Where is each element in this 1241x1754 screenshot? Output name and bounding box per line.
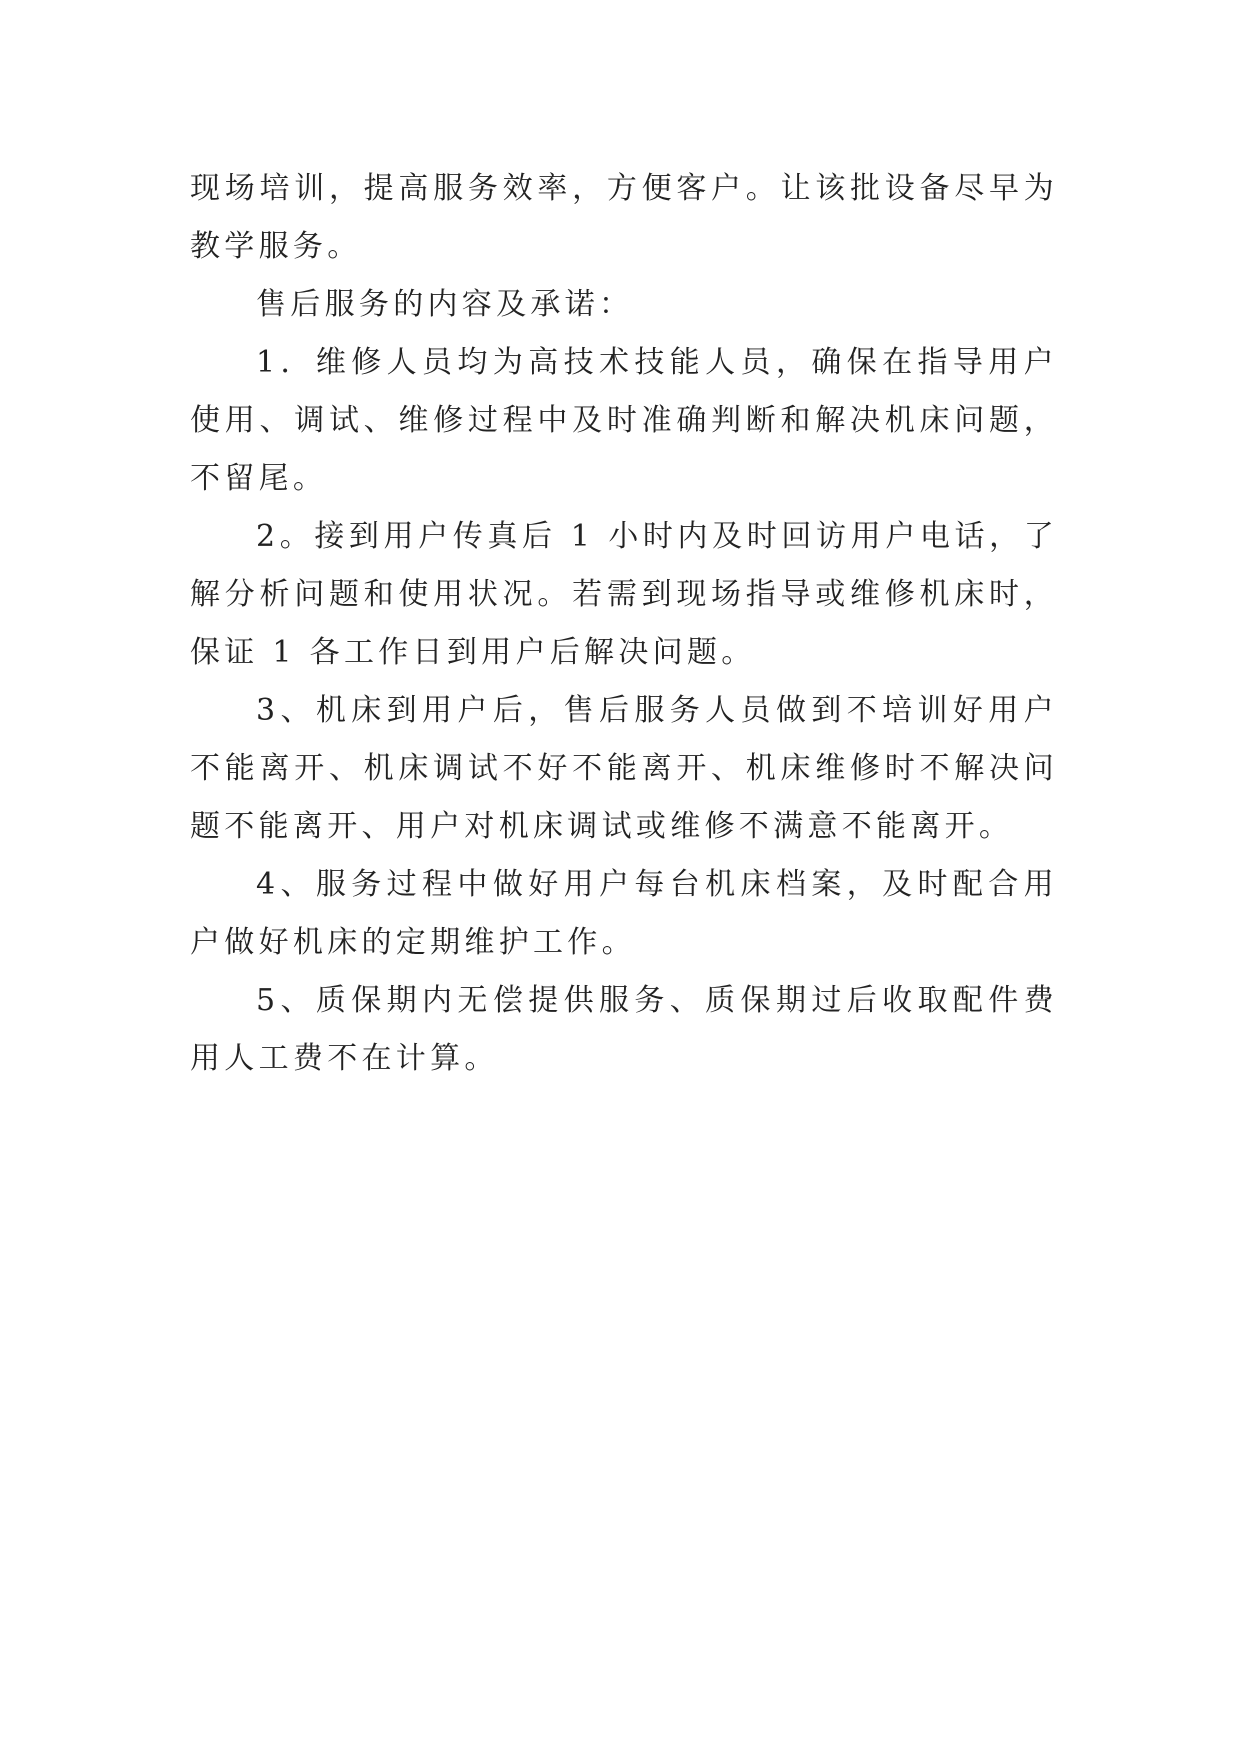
paragraph-item-4: 4、服务过程中做好用户每台机床档案，及时配合用户做好机床的定期维护工作。 xyxy=(190,867,1058,960)
paragraph-item-5: 5、质保期内无偿提供服务、质保期过后收取配件费用人工费不在计算。 xyxy=(190,983,1058,1076)
paragraph-item-2: 2。接到用户传真后 1 小时内及时回访用户电话，了解分析问题和使用状况。若需到现场指导或维修机床时，保证 1 各工作日到用户后解决问题。 xyxy=(190,519,1058,670)
paragraph-continuation: 现场培训，提高服务效率，方便客户。让该批设备尽早为教学服务。 xyxy=(190,171,1058,264)
paragraph-heading: 售后服务的内容及承诺： xyxy=(256,287,634,322)
paragraph-item-1: 1．维修人员均为高技术技能人员，确保在指导用户使用、调试、维修过程中及时准确判断和解决机床问题，不留尾。 xyxy=(190,345,1058,496)
paragraph-item-3: 3、机床到用户后，售后服务人员做到不培训好用户不能离开、机床调试不好不能离开、机床维修时不解决问题不能离开、用户对机床调试或维修不满意不能离开。 xyxy=(190,693,1058,844)
document-body xyxy=(190,160,1058,1088)
